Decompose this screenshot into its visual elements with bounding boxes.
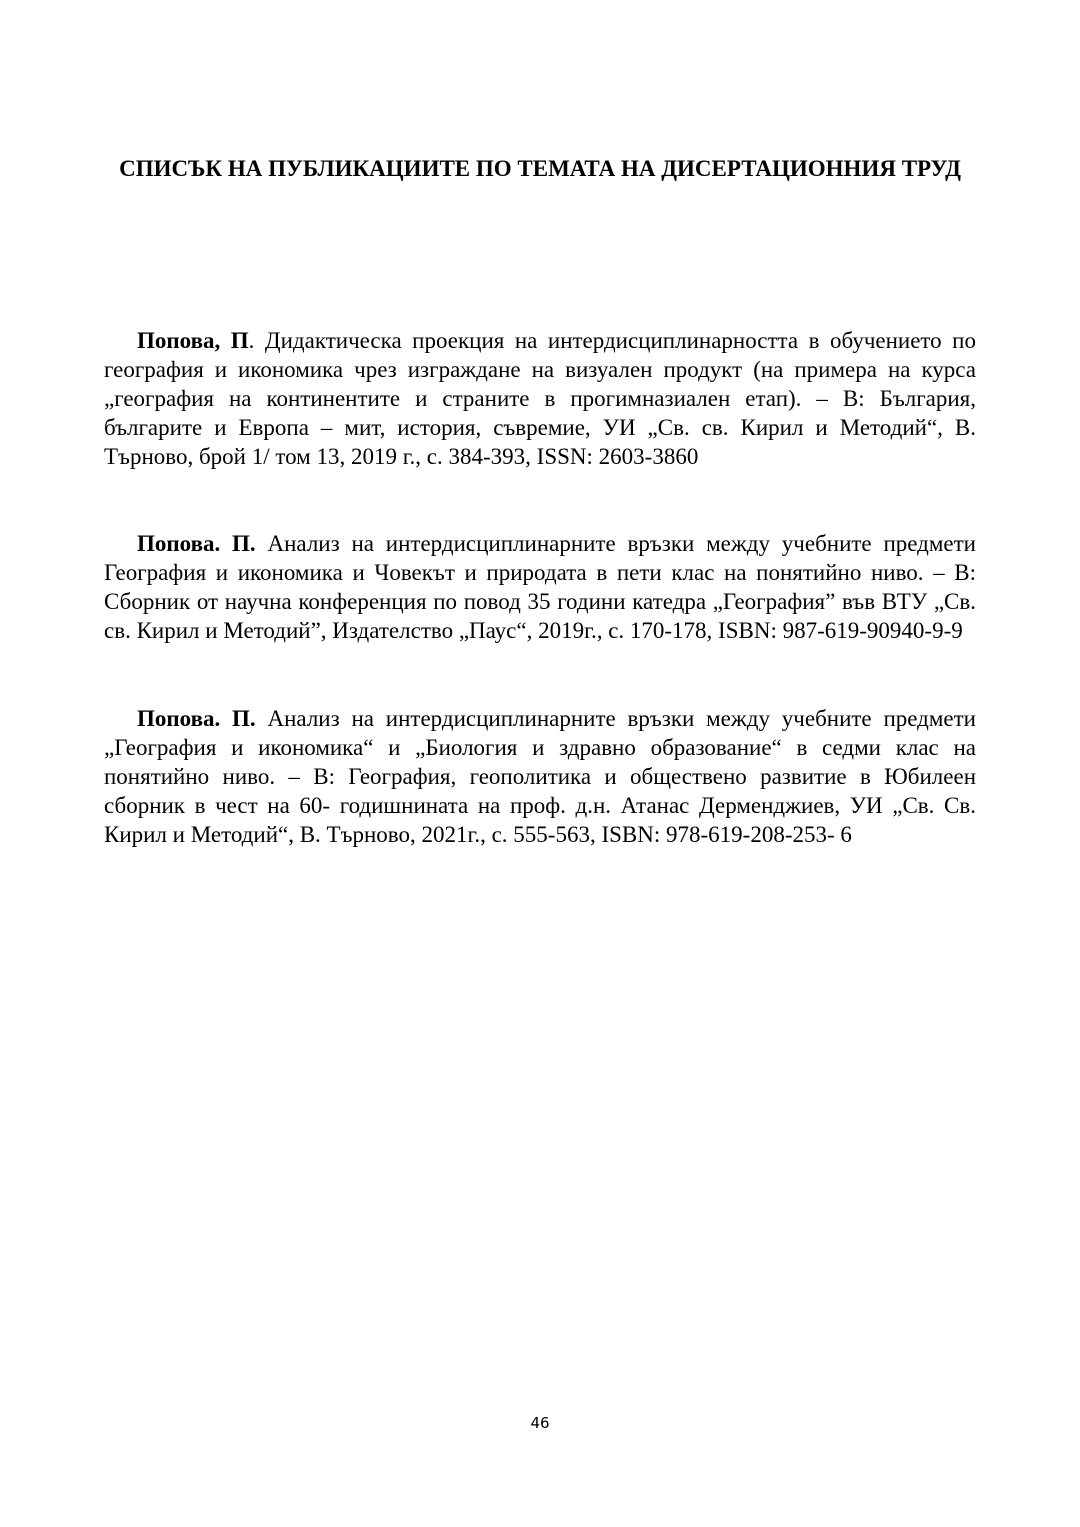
page-title: СПИСЪК НА ПУБЛИКАЦИИТЕ ПО ТЕМАТА НА ДИСЕРТАЦИОННИЯ ТРУД: [119, 156, 961, 181]
publication-author: Попова, П: [137, 328, 249, 353]
publication-details: . Дидактическа проекция на интердисциплинарността в обучението по география и икономика чрез изграждане на визуален продукт (на примера на курса „география на континентите и страните в прогимназиален етап). – В: България, българите и Европа – мит, история, съвремие, УИ „Св. св. Кирил и Методий“, В. Търново, брой 1/ том 13, 2019 г., с. 384-393, ISSN: 2603-3860: [104, 328, 976, 469]
publication-author: Попова. П.: [137, 531, 256, 556]
publication-author: Попова. П.: [137, 706, 256, 731]
page-number: 46: [530, 1414, 550, 1432]
publication-entry: [104, 704, 976, 849]
publication-details: Анализ на интердисциплинарните връзки между учебните предмети „География и икономика“ и „Биология и здравно образование“ в седми клас на понятийно ниво. – В: География, геополитика и обществено развитие в Юбилеен сборник в чест на 60- годишнината на проф. д.н. Атанас Дерменджиев, УИ „Св. Св. Кирил и Методий“, В. Търново, 2021г., с. 555-563, ISBN: 978-619-208-253- 6: [104, 706, 976, 847]
publication-entry: [104, 326, 976, 471]
publication-details: Анализ на интердисциплинарните връзки между учебните предмети География и икономика и Човекът и природата в пети клас на понятийно ниво. – В: Сборник от научна конференция по повод 35 години катедра „География” във ВТУ „Св. св. Кирил и Методий”, Издателство „Паус“, 2019г., с. 170-178, ISBN: 987-619-90940-9-9: [104, 531, 976, 643]
publication-entry: [104, 529, 976, 645]
